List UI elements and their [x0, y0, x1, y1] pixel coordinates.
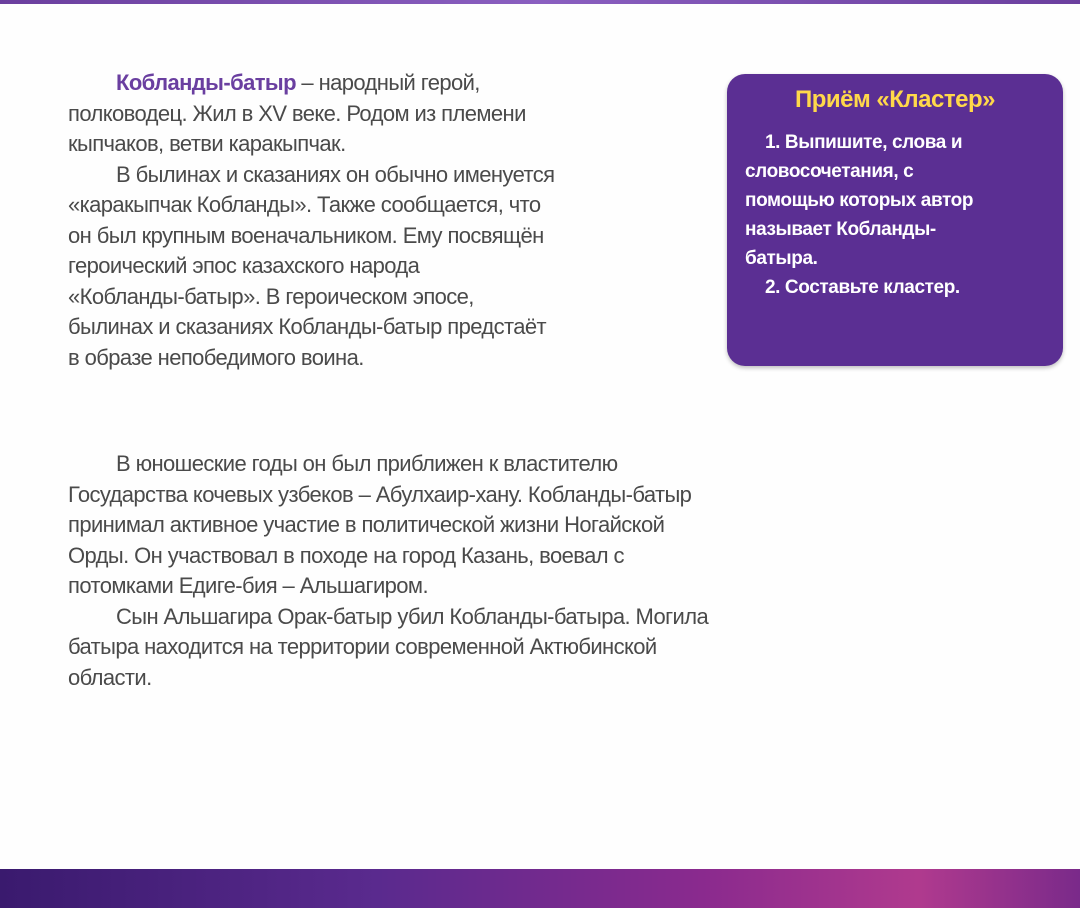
text-line: Орды. Он участвовал в походе на город Казань, воевал с [68, 542, 624, 568]
text-line: Сын Альшагира Орак-батыр убил Кобланды-батыра. Могила [116, 603, 709, 629]
task-line: 1. Выпишите, слова и [765, 132, 963, 153]
text-line: он был крупным военачальником. Ему посвящён [68, 222, 544, 248]
text-line: батыра находится на территории современной Актюбинской [68, 634, 657, 659]
text-line: Государства кочевых узбеков – Абулхаир-хану. Кобланды-батыр [68, 481, 692, 507]
task-line: называет Кобланды- [745, 219, 936, 240]
main-text-lower [68, 449, 968, 693]
task-line: помощью которых автор [745, 190, 974, 211]
paragraph-death [68, 602, 968, 694]
task-card-title: Приём «Кластер» [795, 86, 995, 113]
task-line: батыра. [745, 248, 818, 269]
paragraph-youth [68, 449, 968, 602]
task-card [727, 74, 1063, 366]
text-line: области. [68, 664, 152, 690]
paragraph-epics [68, 160, 728, 374]
text-line: героический эпос казахского народа [68, 253, 420, 278]
task-line: 2. Составьте кластер. [765, 277, 960, 298]
bottom-band [0, 869, 1080, 908]
task-line: словосочетания, с [745, 161, 914, 182]
text-line: потомками Едиге-бия – Альшагиром. [68, 573, 428, 598]
task-item-1 [745, 128, 1045, 273]
task-item-2 [745, 273, 1045, 302]
paragraph-intro [68, 68, 728, 160]
text-line: полководец. Жил в XV веке. Родом из племени [68, 100, 526, 126]
main-text-upper [68, 68, 728, 373]
text-line: в образе непобедимого воина. [68, 344, 364, 370]
text-line: кыпчаков, ветви каракыпчак. [68, 131, 346, 156]
text-line: В юношеские годы он был приближен к властителю [116, 451, 618, 476]
text-line: принимал активное участие в политической жизни Ногайской [68, 512, 665, 537]
text-line: В былинах и сказаниях он обычно именуется [116, 161, 555, 187]
text-line: Кобланды-батыр – народный герой, [116, 70, 480, 95]
hero-name: Кобланды-батыр [116, 70, 296, 95]
text-line: «Кобланды-батыр». В героическом эпосе, [68, 283, 474, 309]
top-divider [0, 0, 1080, 4]
text-line: былинах и сказаниях Кобланды-батыр предстаёт [68, 314, 546, 339]
text-line: «каракыпчак Кобланды». Также сообщается, что [68, 192, 541, 217]
